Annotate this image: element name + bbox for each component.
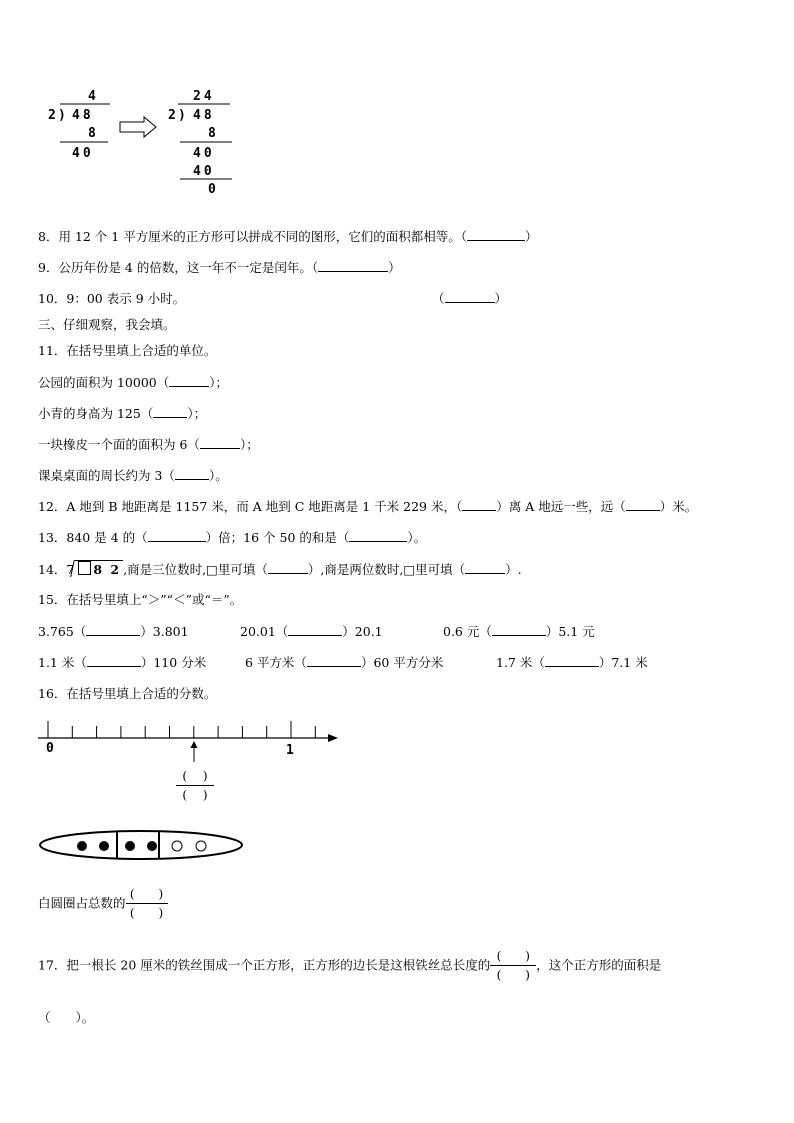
- question-13: 13．840 是 4 的（ ）倍；16 个 50 的和是（ ）。: [38, 530, 427, 545]
- compare-1-1: 3.765（ ）3.801: [38, 624, 189, 639]
- compare-2-1: 1.1 米（ ）110 分米: [38, 655, 207, 670]
- answer-paren-10: （ ）: [432, 291, 508, 306]
- answer-blank-15a[interactable]: [86, 623, 140, 636]
- answer-blank-13b[interactable]: [349, 529, 407, 542]
- arrowhead-icon: [328, 734, 338, 742]
- right-quotient: 24: [193, 89, 215, 104]
- white-circle: [172, 841, 182, 851]
- black-circle: [147, 841, 157, 851]
- fraction-answer-17[interactable]: $\frac{( )}{( )}$: [490, 948, 536, 983]
- question-15-title: 15．在括号里填上“＞”“＜”或“＝”。: [38, 592, 243, 607]
- right-divisor: 2: [168, 108, 176, 123]
- answer-blank-15b[interactable]: [288, 623, 342, 636]
- compare-1-3: 0.6 元（ ）5.1 元: [443, 624, 595, 639]
- right-final: 0: [208, 182, 216, 197]
- left-step1: 8: [88, 126, 96, 141]
- answer-blank-15d[interactable]: [87, 654, 141, 667]
- right-step1: 8: [208, 126, 216, 141]
- division-bracket: 8 2: [75, 560, 123, 579]
- answer-blank-15e[interactable]: [307, 654, 361, 667]
- label-zero: 0: [46, 741, 54, 756]
- left-remainder: 40: [72, 146, 94, 161]
- answer-blank-9[interactable]: [318, 259, 388, 272]
- answer-blank-14a[interactable]: [268, 561, 308, 574]
- question-9: 9．公历年份是 4 的倍数，这一年不一定是闰年。（ ）: [38, 260, 401, 275]
- answer-blank-11a[interactable]: [169, 374, 209, 387]
- number-line: [36, 716, 346, 764]
- question-11-b: 小青的身高为 125（ ）；: [38, 406, 207, 421]
- question-14: 14．7 8 2 ,商是三位数时,□里可填（ ）,商是两位数时,□里可填（ ）.: [38, 562, 522, 577]
- answer-blank-11c[interactable]: [200, 436, 240, 449]
- answer-blank-10[interactable]: [445, 290, 495, 303]
- black-circle: [77, 841, 87, 851]
- black-circle: [125, 841, 135, 851]
- answer-blank-8[interactable]: [467, 228, 525, 241]
- question-11-title: 11．在括号里填上合适的单位。: [38, 343, 217, 358]
- right-step2: 40: [193, 146, 215, 161]
- answer-blank-15c[interactable]: [492, 623, 546, 636]
- question-8: 8．用 12 个 1 平方厘米的正方形可以拼成不同的图形，它们的面积都相等。（ ）: [38, 229, 538, 244]
- question-16-title: 16．在括号里填上合适的分数。: [38, 686, 217, 701]
- compare-2-3: 1.7 米（ ）7.1 米: [496, 655, 648, 670]
- question-11-c: 一块橡皮一个面的面积为 6（ ）；: [38, 437, 259, 452]
- black-circle: [99, 841, 109, 851]
- answer-blank-11b[interactable]: [153, 405, 187, 418]
- answer-blank-14b[interactable]: [465, 561, 505, 574]
- answer-blank-12b[interactable]: [626, 498, 660, 511]
- svg-text:): ): [178, 108, 186, 123]
- right-step3: 40: [193, 164, 215, 179]
- right-arrow-icon: [120, 117, 156, 137]
- left-divisor: 2: [48, 108, 56, 123]
- label-one: 1: [286, 743, 294, 758]
- compare-1-2: 20.01（ ）20.1: [240, 624, 383, 639]
- circle-ellipse: [38, 828, 246, 862]
- answer-blank-13a[interactable]: [148, 529, 206, 542]
- question-17-answer[interactable]: （ ）。: [38, 1010, 95, 1025]
- question-12: 12．A 地到 B 地距离是 1157 米，而 A 地到 C 地距离是 1 千米 229 米，（ ）离 A 地远一些，远（ ）米。: [38, 499, 698, 514]
- fraction-answer-1[interactable]: $\frac{( )}{( )}$: [176, 768, 214, 803]
- white-circle-question: 白圆圈占总数的 $\frac{( )}{( )}$: [38, 886, 168, 921]
- section-heading-3: 三、仔细观察，我会填。: [38, 317, 176, 332]
- left-quotient: 4: [88, 89, 96, 104]
- blank-box[interactable]: [78, 561, 91, 575]
- fraction-answer-2[interactable]: $\frac{( )}{( )}$: [126, 886, 168, 921]
- question-17: 17．把一根长 20 厘米的铁丝围成一个正方形，正方形的边长是这根铁丝总长度的 $\frac{( )}{( )}$ ，这个正方形的面积是: [38, 949, 662, 982]
- division-illustration: [40, 84, 250, 200]
- white-circle: [196, 841, 206, 851]
- answer-blank-11d[interactable]: [175, 467, 209, 480]
- right-dividend: 48: [193, 108, 215, 123]
- compare-2-2: 6 平方米（ ）60 平方分米: [245, 655, 444, 670]
- question-10: 10．9：00 表示 9 小时。: [38, 291, 186, 306]
- answer-blank-12a[interactable]: [462, 498, 496, 511]
- left-dividend: 48: [72, 108, 94, 123]
- question-11-d: 课桌桌面的周长约为 3（ ）。: [38, 468, 228, 483]
- question-11-a: 公园的面积为 10000（ ）；: [38, 375, 229, 390]
- svg-text:): ): [58, 108, 66, 123]
- answer-blank-15f[interactable]: [545, 654, 599, 667]
